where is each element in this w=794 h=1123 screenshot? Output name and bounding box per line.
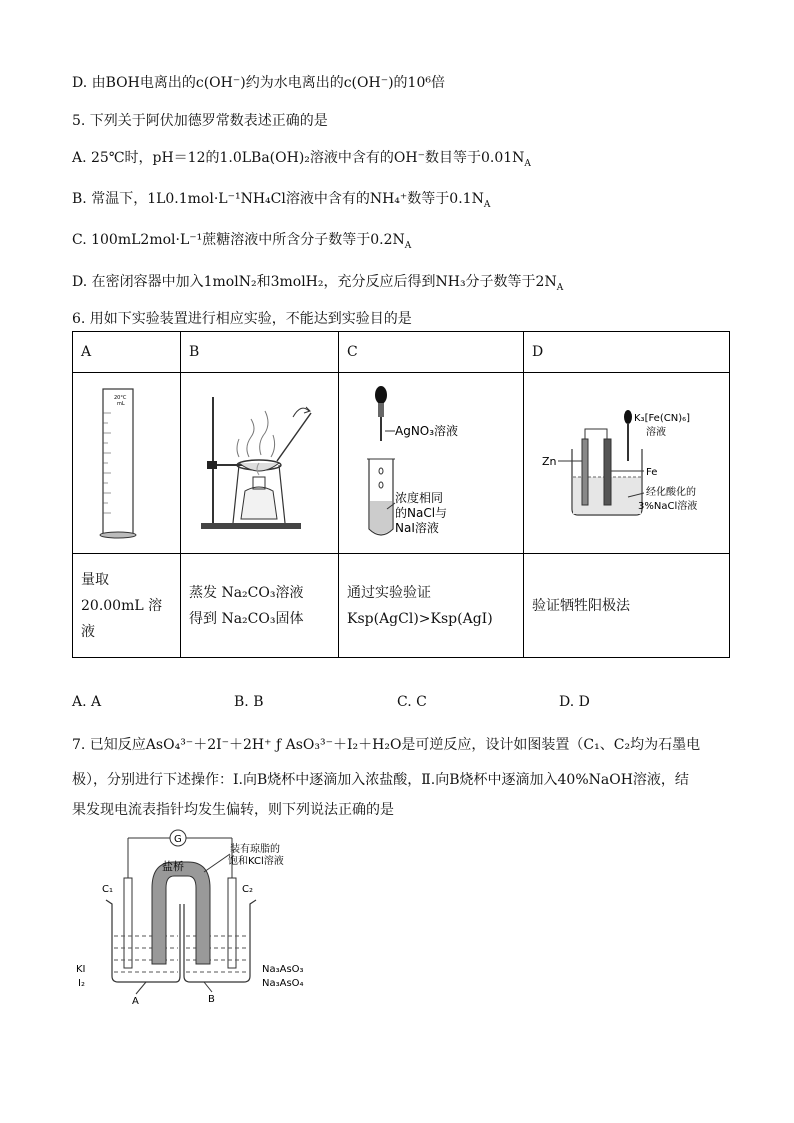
acid-label-2: 3%NaCl溶液 [638,501,698,512]
agno3-label: AgNO₃溶液 [395,424,459,438]
header-a: A [73,332,181,373]
header-d: D [524,332,730,373]
q5-option-d: D. 在密闭容器中加入1molN₂和3molH₂，充分反应后得到NH₃分子数等于$2N_A$ [72,274,564,293]
agar-label-1: 装有琼脂的 [230,844,280,855]
right-solution-1: Na₃AsO₃ [262,964,304,975]
desc-a: 量取 20.00mL 溶 液 [73,554,181,658]
fe-label: Fe [646,467,658,478]
salt-bridge-label: 盐桥 [162,860,184,873]
q5-option-b: B. 常温下，1L0.1mol·L⁻¹NH₄Cl溶液中含有的NH₄⁺数等于$0.1N_A$ [72,191,491,210]
desc-c: 通过实验验证 Ksp(AgCl)>Ksp(AgI) [339,554,524,658]
q6-stem: 6. 用如下实验装置进行相应实验，不能达到实验目的是 [72,311,412,327]
cylinder-mark-temp: 20°C [114,395,127,401]
q7-stem-line-2: 极），分别进行下述操作：Ⅰ.向B烧杯中逐滴加入浓盐酸，Ⅱ.向B烧杯中逐滴加入40%NaOH溶液，结 [72,772,689,788]
q6-answer-b: B. B [234,694,264,710]
acid-label-1: 经化酸化的 [646,487,696,498]
q6-answer-d: D. D [559,694,590,710]
left-solution-i2: I₂ [78,978,85,989]
graduated-cylinder-cell [73,373,181,554]
beaker-a-label: A [132,996,139,1007]
salt-bridge-cell-figure [72,826,332,1016]
dropper-test-tube-figure [347,373,515,549]
sacrificial-anode-figure [532,373,721,549]
q7-stem-line-1: 7. 已知反应AsO₄³⁻＋2I⁻＋2H⁺ ƒ AsO₃³⁻＋I₂＋H₂O是可逆反应，设计如图装置（C₁、C₂均为石墨电 [72,737,701,753]
q4-option-d: D. 由BOH电离出的c(OH⁻)约为水电离出的c(OH⁻)的10⁶倍 [72,75,445,91]
beaker-b-label: B [208,994,215,1005]
q5-option-c: C. 100mL2mol·L⁻¹蔗糖溶液中所含分子数等于$0.2N_A$ [72,232,412,251]
q7-stem-line-3: 果发现电流表指针均发生偏转，则下列说法正确的是 [72,802,394,818]
solution-label-3: NaI溶液 [395,521,439,535]
desc-b: 蒸发 Na₂CO₃溶液 得到 Na₂CO₃固体 [181,554,339,658]
q5-stem: 5. 下列关于阿伏加德罗常数表述正确的是 [72,113,328,129]
galvanometer-label: G [174,834,182,845]
left-solution-ki: KI [76,964,86,975]
header-b: B [181,332,339,373]
graduated-cylinder-figure [81,373,172,549]
header-c: C [339,332,524,373]
reagent-label-1: K₃[Fe(CN)₆] [634,413,691,424]
q5-option-a: A. 25℃时，pH＝12的1.0LBa(OH)₂溶液中含有的OH⁻数目等于$0.01N_A$ [72,150,531,169]
q6-answer-a: A. A [72,694,102,710]
galvanic-cell [524,373,730,554]
evaporation-dish-figure [189,373,330,549]
electrode-c2-label: C₂ [242,884,253,895]
solution-label-1: 浓度相同 [395,491,444,505]
cylinder-mark-unit: mL [117,401,125,407]
zn-label: Zn [542,455,557,468]
solution-label-2: 的NaCl与 [395,506,448,520]
experiment-table [72,331,730,658]
desc-d: 验证牺牲阳极法 [524,554,730,658]
electrode-c1-label: C₁ [102,884,113,895]
precipitation-cell [339,373,524,554]
reagent-label-2: 溶液 [646,427,666,438]
agar-label-2: 饱和KCl溶液 [228,856,284,867]
evaporation-cell [181,373,339,554]
q6-answer-c: C. C [397,694,427,710]
right-solution-2: Na₃AsO₄ [262,978,304,989]
